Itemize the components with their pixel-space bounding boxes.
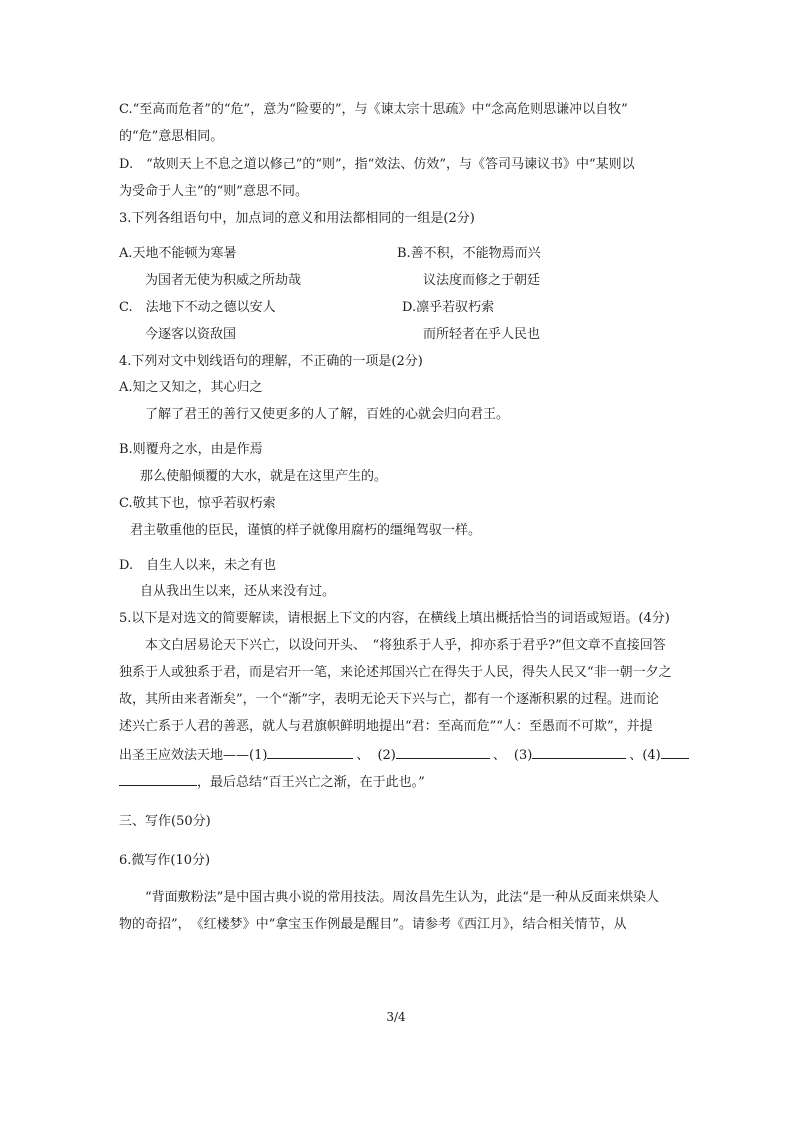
q5-separator-3: 、 [629,748,643,763]
q3-stem: 3.下列各组语句中，加点词的意义和用法都相同的一组是(2分) [119,211,475,226]
q5-paragraph-line1: 本文白居易论天下兴亡，以设问开头、 “将独系于人乎，抑亦系于君乎?”但文章不直接回答 [145,638,666,653]
q4-option-b-explanation: 那么使船倾覆的大水，就是在这里产生的。 [140,469,388,484]
q5-separator-1: 、 [356,748,370,763]
q3-option-d-line1: D.凛乎若驭朽索 [402,300,495,315]
q6-paragraph-line1: “背面敷粉法”是中国古典小说的常用技法。周汝昌先生认为，此法“是一种从反面来烘染人 [145,890,659,905]
q5-paragraph-line4: 述兴亡系于人君的善恶，就人与君旗帜鲜明地提出“君：至高而危”“人：至愚而不可欺”，并提 [119,719,653,734]
q5-blank-4-continued[interactable] [119,772,197,786]
q4-option-b: B.则覆舟之水，由是作焉 [119,442,263,457]
q5-fill-intro: 出圣王应效法天地——(1) [119,748,268,763]
q4-option-a-explanation: 了解了君王的善行又使更多的人了解，百姓的心就会归向君王。 [145,407,510,422]
q4-stem: 4.下列对文中划线语句的理解，不正确的一项是(2分) [119,354,423,369]
q2-option-c-line1: C.“至高而危者”的“危”，意为“险要的”，与《谏太宗十思疏》中“念高危则思谦冲以自牧” [119,102,628,117]
section-writing-title: 三、写作(50分) [119,814,211,829]
q6-paragraph-line2: 物的奇招”， 《红楼梦》中“拿宝玉作例最是醒目”。请参考《西江月》，结合相关情节，从 [119,917,627,932]
q4-option-c-explanation: 君主敬重他的臣民，谨慎的样子就像用腐朽的缰绳驾驭一样。 [130,523,482,538]
q3-option-b-line2: 议法度而修之于朝廷 [423,273,541,288]
q5-fill-line [119,745,689,765]
q4-option-d: D. 自生人以来，未之有也 [119,558,277,573]
q5-separator-2: 、 [492,748,506,763]
q2-option-c-line2: 的“危”意思相同。 [119,129,224,144]
q5-paragraph-line2: 独系于人或独系于君，而是宕开一笔，来论述邦国兴亡在得失于人民，得失人民又“非一朝一夕之 [119,665,672,680]
q5-closing-text: ，最后总结“百王兴亡之渐，在于此也。” [197,775,425,790]
q3-option-a-line2: 为国者无使为积威之所劫哉 [145,273,302,288]
q3-option-a-line1: A.天地不能顿为寒暑 [119,246,237,261]
q3-option-d-line2: 而所轻者在乎人民也 [423,327,541,342]
q4-option-a: A.知之又知之，其心归之 [119,380,263,395]
q2-option-d-line1: D. “故则天上不息之道以修己”的“则”，指“效法、仿效”，与《答司马谏议书》中“某则以 [119,157,635,172]
q5-blank-3-label: (3) [513,748,533,763]
q4-option-d-explanation: 自从我出生以来，还从来没有过。 [140,584,336,599]
q4-option-c: C.敬其下也，惊乎若驭朽索 [119,496,276,511]
q5-blank-2-label: (2) [377,748,396,763]
q5-blank-1[interactable] [267,745,353,759]
q3-option-c-line1: C. 法地下不动之德以安人 [119,300,276,315]
q5-paragraph-line3: 故，其所由来者渐矣”，一个“渐”字，表明无论天下兴与亡，都有一个逐渐积累的过程。进而论 [119,692,659,707]
q2-option-d-line2: 为受命于人主”的“则”意思不同。 [119,184,308,199]
q3-option-c-line2: 今逐客以资敌国 [145,327,237,342]
q6-title: 6.微写作(10分) [119,853,211,868]
q5-stem: 5.以下是对选文的简要解读，请根据上下文的内容，在横线上填出概括恰当的词语或短语。(4分) [119,611,670,626]
q5-blank-4-label: (4) [642,748,661,763]
page-number: 3/4 [386,1010,406,1024]
q3-option-b-line1: B.善不积，不能物焉而兴 [397,246,541,261]
q5-blank-4-start[interactable] [661,745,689,759]
q5-blank-2[interactable] [396,745,490,759]
q5-closing-line [119,772,425,792]
q5-blank-3[interactable] [532,745,626,759]
